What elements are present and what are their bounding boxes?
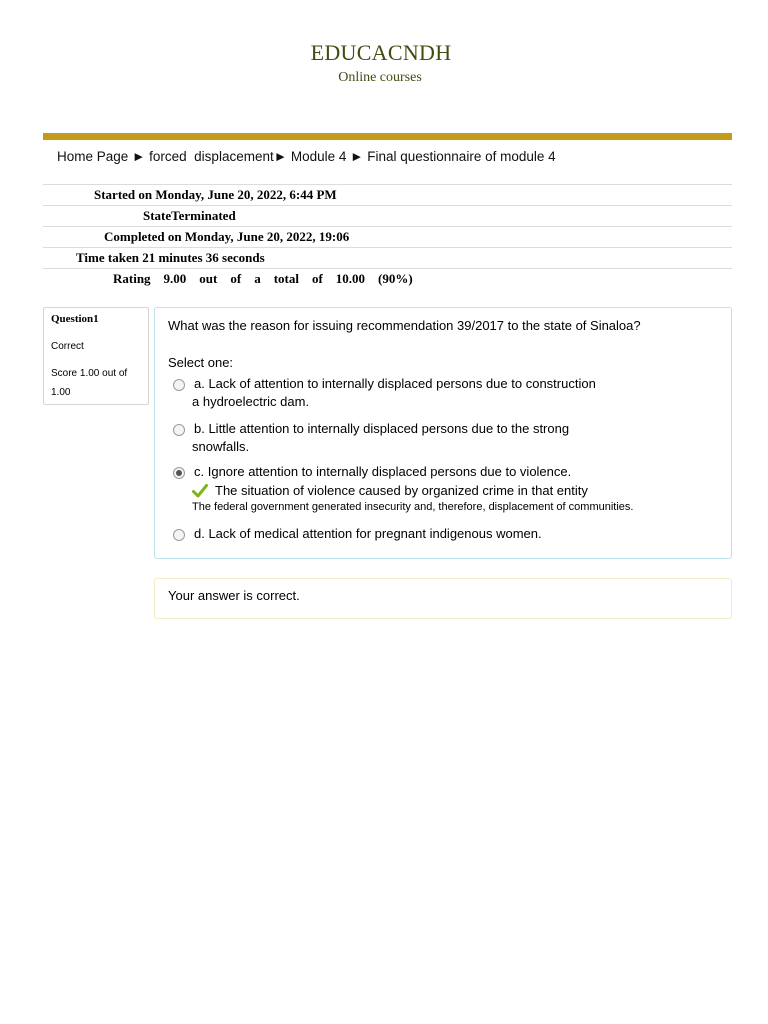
site-title: EDUCACNDH (310, 40, 452, 65)
header-divider (43, 133, 732, 140)
state-text: StateTerminated (143, 208, 236, 223)
summary-row-time (43, 248, 732, 269)
radio-button[interactable] (173, 424, 185, 436)
summary-row-state (43, 206, 732, 227)
completed-text: Completed on Monday, June 20, 2022, 19:06 (104, 229, 350, 244)
result-text: Your answer is correct. (168, 588, 300, 603)
result-feedback (154, 578, 732, 619)
question-state: Correct (51, 341, 84, 352)
rating-text: Rating 9.00 out of a total of 10.00 (90%) (113, 271, 413, 286)
option-label: c. Ignore attention to internally displaced persons due to violence. (194, 464, 572, 479)
summary-row-rating (43, 269, 732, 289)
option-label: b. Little attention to internally displaced persons due to the strong (194, 421, 570, 436)
question-score: Score 1.00 out of 1.00 (51, 368, 128, 398)
time-taken-text: Time taken 21 minutes 36 seconds (76, 250, 265, 265)
select-one-label: Select one: (168, 355, 234, 370)
radio-button[interactable] (173, 529, 185, 541)
started-text: Started on Monday, June 20, 2022, 6:44 PM (94, 187, 337, 202)
feedback-detail: The federal government generated insecurity and, therefore, displacement of communities. (192, 501, 634, 513)
attempt-summary (43, 184, 732, 289)
option-label-continued: snowfalls. (192, 439, 250, 454)
breadcrumb-item-home[interactable]: Home Page ► (57, 149, 150, 164)
option-label: a. Lack of attention to internally displaced persons due to construction (194, 376, 596, 391)
check-icon (192, 483, 208, 502)
question-number: Question1 (51, 313, 99, 325)
radio-button[interactable] (173, 379, 185, 391)
radio-button-selected[interactable] (173, 467, 185, 479)
breadcrumb-item-quiz[interactable]: Final questionnaire of module 4 (367, 149, 556, 164)
breadcrumb-item-module[interactable]: Module 4 ► (290, 149, 368, 164)
option-label-continued: a hydroelectric dam. (192, 394, 310, 409)
breadcrumb-item-course[interactable]: forced displacement► (149, 149, 291, 164)
question-content (154, 307, 732, 559)
breadcrumb (57, 149, 556, 164)
feedback-text: The situation of violence caused by organized crime in that entity (215, 483, 588, 498)
summary-row-started (43, 185, 732, 206)
summary-row-completed (43, 227, 732, 248)
question-info (43, 307, 149, 405)
option-label: d. Lack of medical attention for pregnant indigenous women. (194, 526, 542, 541)
question-text: What was the reason for issuing recommendation 39/2017 to the state of Sinaloa? (168, 318, 641, 333)
site-subtitle: Online courses (338, 70, 422, 85)
